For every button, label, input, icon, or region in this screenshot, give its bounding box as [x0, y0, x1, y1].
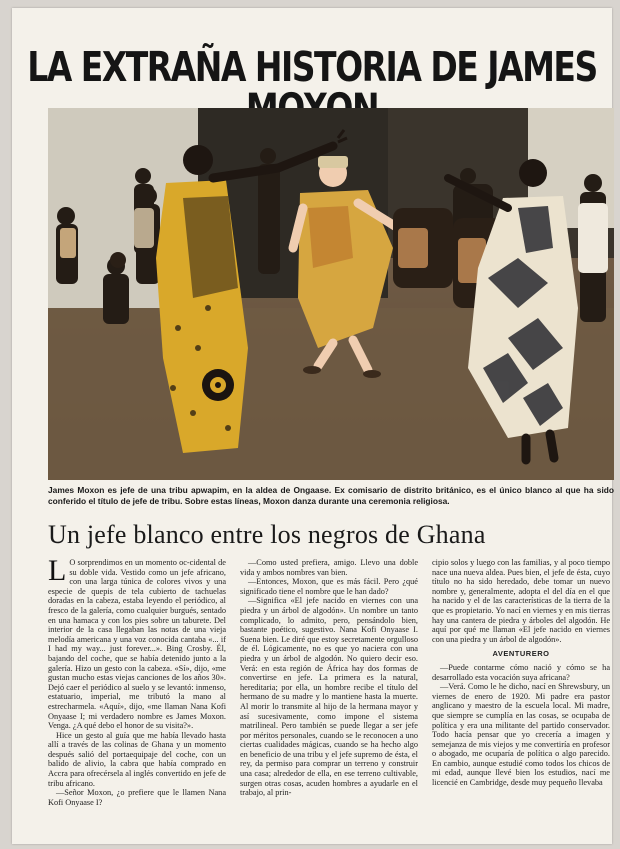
- ceremony-photo: [48, 108, 614, 480]
- section-heading: AVENTURERO: [492, 649, 550, 659]
- article-column-3: [432, 558, 610, 843]
- article-paragraph: —Señor Moxon, ¿o prefiere que le llamen Nana Kofi Onyaase I?: [48, 788, 226, 807]
- article-paragraph: Hice un gesto al guía que me había llevado hasta allí a través de las colinas de Ghana y un momento después salió del portaequipaje del coche, con un balido de alivio, la cabra que había comprado en Accra para ofrecérsela al inglés convertido en jefe de tribu africano.: [48, 730, 226, 788]
- subheadline: Un jefe blanco entre los negros de Ghana: [48, 520, 486, 549]
- article-paragraph: —Significa «El jefe nacido en viernes con una piedra y un árbol de algodón». Un nombre un tanto complicado, lo admito, pero, pensándolo bien, bastante poético, sugestivo. Nana Kofi Onyaase I. Suena bien. Le diré que estoy secretamente orgulloso de él. Lógicamente, no es que yo naciera con una piedra y un árbol de algodón. No quiero decir eso. Verá: en esta región de África hay dos formas de convertirse en jefe. La primera es la natural, hereditaria; por ella, un hombre recibe el título del hermano de su madre y lo mantiene hasta la muerte. Al morir lo transmite al hijo de la hermana mayor y así sucesivamente, como impone el sistema matrilineal. Pero también se puede llegar a ser jefe por méritos personales, cuando se le reconocen a uno ciertas cualidades mágicas, cuando se ha hecho algo en beneficio de una tribu y el jefe supremo de ésta, el rey, da permiso para comprar un terreno y construir una casa; alrededor de ella, en ese terreno cultivable, surgen otras cosas, acuden hombres a ayudarle en el trabajo, al prin-: [240, 596, 418, 798]
- article-paragraph: —Verá. Como le he dicho, nací en Shrewsbury, un viernes de enero de 1920. Mi padre era pastor anglicano y maestro de la escuela local. Mi madre, que siempre se cumplía en las cosas, se ocupaba de política y era una militante del partido conservador. Todo hacía pensar que yo crecería a imagen y semejanza de mis viejos y me convertiría en profesor o abogado, me ocuparía de política o algo parecido. En cambio, aunque estudié como todos los chicos de mi edad, aunque llevé bien los estudios, nací me licencié en Cambridge, desde muy pequeño llevaba: [432, 682, 610, 788]
- magazine-page: [12, 8, 612, 844]
- article-column-1: [48, 558, 226, 843]
- ceremony-photo-illustration: [48, 108, 614, 480]
- photo-caption: James Moxon es jefe de una tribu apwapim, en la aldea de Ongaase. Ex comisario de distrito británico, es el único blanco al que ha sido conferido el título de jefe de tribu. Sobre estas líneas, Moxon danza durante una ceremonia religiosa.: [48, 485, 614, 506]
- drop-cap: L: [48, 558, 67, 587]
- article-paragraph: L O sorprendimos en un momento oc-cidental de su doble vida. Vestido como un jefe africano, con una larga túnica de colores vivos y una especie de quepis de tela cubierto de tachuelas doradas en la cabeza, estaba leyendo el periódico, al fresco de la galería, como cualquier burgués, sentado en una hamaca y con los pies sobre un taburete. Del interior de la casa llegaban las notas de una vieja melodía americana y una voz conocida cantaba «... if I had my way... just forever...». Bing Crosby. Él, bajando del coche, que se había detenido junto a la galería. Hizo un gesto con la cabeza. «Sí», dijo, «me gustan mucho estas viejas canciones de los años 30». Dejó caer el periódico al suelo y se levantó: inmenso, estatuario, imperial, me tributó la mano al estrecharmela. «Aquí», dijo, «me llaman Nana Kofi Onyaase I; mi verdadero nombre es James Moxon. Venga. ¿A qué debo el honor de su visita?».: [48, 558, 226, 731]
- article-paragraph: cipio solos y luego con las familias, y al poco tiempo nace una nueva aldea. Pues bien, el jefe de ésta, cuyo título no ha sido heredado, debe tomar un nuevo nombre y, generalmente, adopta el del día en el que ha nacido y el de las características de la tierra de la que es propietario. Yo nací en viernes y en mis tierras hay una cantera de piedra y árboles del algodón. He aquí por qué me llaman «El jefe nacido en viernes con una piedra y un árbol de algodón».: [432, 558, 610, 644]
- article-paragraph: —Puede contarme cómo nació y cómo se ha desarrollado esta vocación suya africana?: [432, 662, 610, 682]
- article-column-2: [240, 558, 418, 843]
- headline: LA EXTRAÑA HISTORIA DE JAMES: [27, 42, 597, 91]
- article-paragraph: —Entonces, Moxon, que es más fácil. Pero ¿qué significado tiene el nombre que le han dado?: [240, 577, 418, 596]
- article-paragraph: —Como usted prefiera, amigo. Llevo una doble vida y ambos nombres van bien.: [240, 558, 418, 577]
